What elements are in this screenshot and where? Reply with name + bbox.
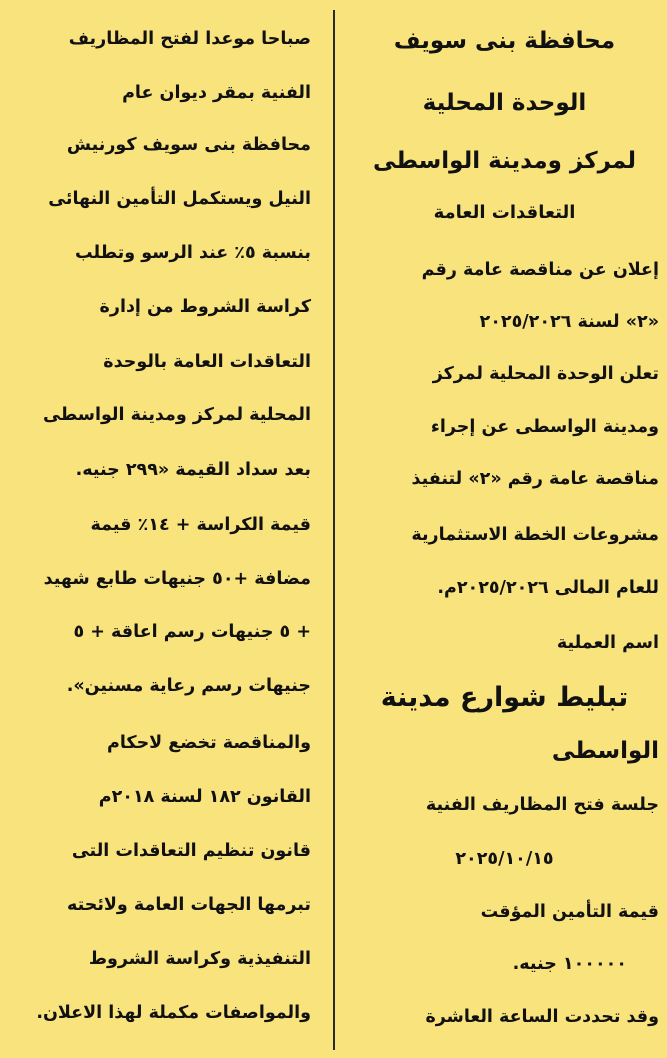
announcement-body-line-4: مشروعات الخطة الاستثمارية bbox=[411, 525, 659, 545]
left-line-6: كراسة الشروط من إدارة bbox=[99, 297, 311, 317]
left-line-13: جنيهات رسم رعاية مسنين». bbox=[66, 676, 311, 696]
left-line-10: قيمة الكراسة + ١٤٪ قيمة bbox=[90, 515, 311, 535]
opening-time-line: وقد تحددت الساعة العاشرة bbox=[425, 1007, 659, 1027]
department-label: التعاقدات العامة bbox=[433, 202, 576, 223]
left-line-1: صباحا موعدا لفتح المظاريف bbox=[68, 29, 311, 49]
left-line-18: التنفيذية وكراسة الشروط bbox=[88, 949, 311, 969]
left-line-7: التعاقدات العامة بالوحدة bbox=[103, 352, 311, 372]
column-divider bbox=[333, 10, 335, 1050]
left-line-11: مضافة +٥٠ جنيهات طابع شهيد bbox=[43, 569, 311, 589]
announcement-body-line-2: ومدينة الواسطى عن إجراء bbox=[430, 417, 659, 437]
announcement-body-line-3: مناقصة عامة رقم «٢» لتنفيذ bbox=[411, 469, 659, 489]
operation-name-label: اسم العملية bbox=[556, 633, 659, 653]
left-line-17: تبرمها الجهات العامة ولائحته bbox=[66, 895, 311, 915]
left-line-3: محافظة بنى سويف كورنيش bbox=[66, 135, 311, 155]
header-governorate: محافظة بنى سويف bbox=[393, 28, 616, 54]
left-line-5: بنسبة ٥٪ عند الرسو وتطلب bbox=[74, 243, 311, 263]
left-line-14: والمناقصة تخضع لاحكام bbox=[107, 733, 311, 753]
right-column bbox=[342, 0, 667, 1058]
tender-announcement-line: إعلان عن مناقصة عامة رقم bbox=[421, 260, 659, 280]
temporary-insurance-value: ١٠٠٠٠٠ جنيه. bbox=[512, 954, 627, 974]
announcement-body-line-1: تعلن الوحدة المحلية لمركز bbox=[432, 364, 659, 384]
left-line-12: + ٥ جنيهات رسم اعاقة + ٥ bbox=[73, 622, 311, 642]
announcement-body-line-5: للعام المالى ٢٠٢٥/٢٠٢٦م. bbox=[437, 578, 659, 598]
temporary-insurance-label: قيمة التأمين المؤقت bbox=[480, 902, 659, 922]
header-center-city: لمركز ومدينة الواسطى bbox=[373, 148, 636, 174]
left-line-9: بعد سداد القيمة «٢٩٩ جنيه. bbox=[75, 460, 311, 480]
technical-envelopes-session: جلسة فتح المظاريف الفنية bbox=[425, 795, 659, 815]
operation-title-line-1: تبليط شوارع مدينة bbox=[380, 682, 629, 713]
left-line-19: والمواصفات مكملة لهذا الاعلان. bbox=[36, 1003, 311, 1023]
left-line-15: القانون ١٨٢ لسنة ٢٠١٨م bbox=[98, 787, 311, 807]
left-line-8: المحلية لمركز ومدينة الواسطى bbox=[43, 405, 311, 425]
operation-title-line-2: الواسطى bbox=[551, 738, 659, 764]
tender-number-line: «٢» لسنة ٢٠٢٥/٢٠٢٦ bbox=[479, 312, 659, 332]
left-line-4: النيل ويستكمل التأمين النهائى bbox=[48, 189, 311, 209]
header-local-unit: الوحدة المحلية bbox=[422, 90, 587, 116]
session-date: ٢٠٢٥/١٠/١٥ bbox=[455, 849, 554, 869]
left-line-2: الفنية بمقر ديوان عام bbox=[122, 83, 311, 103]
left-line-16: قانون تنظيم التعاقدات التى bbox=[71, 841, 311, 861]
left-column bbox=[0, 0, 325, 1058]
